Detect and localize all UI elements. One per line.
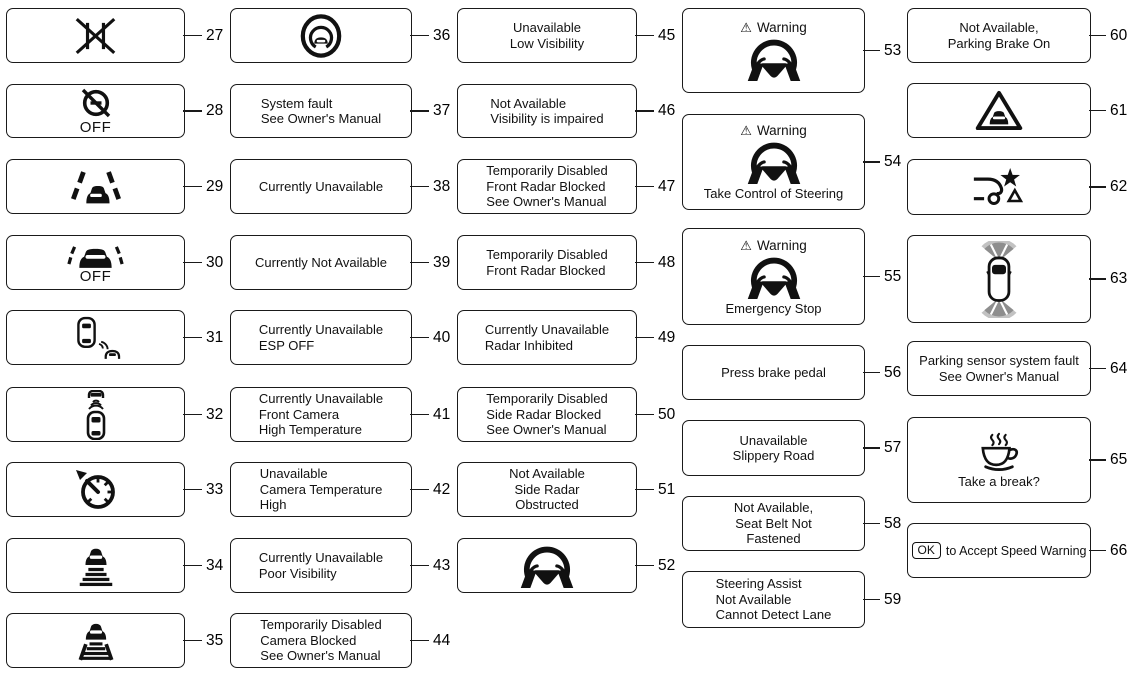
callout-number: 36: [433, 26, 451, 44]
callout-line: [183, 565, 202, 567]
callout-number: 62: [1110, 178, 1128, 195]
message-line: Steering Assist: [715, 576, 802, 592]
road-car-icon: [72, 619, 120, 662]
message-text: [486, 163, 607, 210]
message-line: Front Radar Blocked: [486, 178, 606, 194]
icon-caption: Take a break?: [958, 473, 1040, 489]
callout-number: 32: [206, 405, 224, 423]
message-line: Fastened: [746, 531, 801, 547]
callout-line: [1089, 110, 1106, 112]
message-line: Low Visibility: [509, 35, 585, 51]
car-triangle-icon: [974, 89, 1024, 132]
callout-line: [635, 565, 654, 567]
message-line: Unavailable: [259, 466, 328, 482]
collision-icon: [972, 167, 1026, 208]
message-box-52: [457, 538, 637, 593]
callout-number: 28: [206, 102, 224, 119]
callout-line: [183, 640, 202, 642]
message-text: [509, 466, 585, 513]
message-line: Camera Blocked: [260, 632, 357, 648]
message-line: Parking sensor system fault: [919, 353, 1079, 368]
steering-hands-icon: [743, 254, 805, 299]
message-line: Not Available: [509, 466, 585, 482]
callout-line: [863, 161, 880, 163]
callout-line: [1089, 550, 1106, 552]
callout-line: [635, 337, 654, 339]
callout-line: [183, 414, 202, 416]
callout-line: [635, 186, 654, 188]
callout-number: 40: [433, 328, 451, 346]
callout-line: [183, 262, 202, 264]
message-line: See Owner's Manual: [486, 194, 607, 210]
callout-number: 44: [433, 631, 451, 649]
callout-number: 30: [206, 253, 224, 271]
callout-line: [410, 186, 429, 188]
callout-number: 48: [658, 253, 676, 271]
callout-number: 51: [658, 480, 676, 498]
callout-number: 63: [1110, 270, 1128, 287]
message-line: See Owner's Manual: [938, 368, 1060, 384]
callout-number: 65: [1110, 451, 1128, 468]
message-box-41: [230, 387, 412, 442]
blind-spot-icon: [71, 316, 121, 360]
callout-number: 38: [433, 177, 451, 195]
ok-message: [912, 542, 1087, 559]
warning-triangle-icon: ⚠: [740, 237, 752, 253]
message-line: Slippery Road: [732, 448, 815, 463]
message-box-57: [682, 420, 865, 476]
callout-line: [183, 110, 202, 112]
message-line: Temporarily Disabled: [486, 163, 608, 179]
lane-keep-off-icon: [67, 241, 124, 269]
callout-number: 66: [1110, 541, 1128, 559]
message-text: [261, 96, 381, 127]
message-line: Temporarily Disabled: [260, 617, 382, 633]
message-box-58: [682, 496, 865, 551]
message-box-53: [682, 8, 865, 93]
crosswalk-car-icon: [74, 544, 118, 587]
callout-line: [635, 262, 654, 264]
message-text: [255, 255, 387, 271]
callout-line: [410, 640, 429, 642]
callout-line: [863, 599, 880, 601]
message-line: Cannot Detect Lane: [715, 607, 832, 623]
message-box-40: [230, 310, 412, 365]
message-text: [734, 500, 813, 547]
callout-line: [1089, 35, 1106, 37]
message-box-47: [457, 159, 637, 214]
message-box-51: [457, 462, 637, 517]
message-line: See Owner's Manual: [260, 111, 382, 126]
callout-number: 64: [1110, 359, 1128, 377]
callout-number: 57: [884, 439, 902, 456]
callout-number: 37: [433, 102, 451, 119]
message-line: Poor Visibility: [258, 565, 337, 581]
message-box-28: [6, 84, 185, 138]
message-text: [260, 466, 383, 513]
message-line: System fault: [260, 95, 333, 111]
message-box-35: [6, 613, 185, 668]
callout-number: 42: [433, 480, 451, 498]
callout-line: [410, 337, 429, 339]
message-box-49: [457, 310, 637, 365]
message-box-33: [6, 462, 185, 517]
callout-number: 27: [206, 26, 224, 44]
callout-number: 52: [658, 556, 676, 574]
message-line: Seat Belt Not: [735, 515, 812, 531]
message-text: [948, 20, 1051, 51]
mute-cross-icon: [73, 17, 118, 55]
rear-sensor-icon: [79, 390, 113, 440]
callout-number: 53: [884, 41, 902, 59]
message-text: [510, 20, 584, 51]
message-box-42: [230, 462, 412, 517]
callout-number: 56: [884, 363, 902, 381]
icon-caption: Emergency Stop: [725, 300, 822, 316]
message-line: Currently Unavailable: [258, 391, 384, 407]
message-line: Not Available: [715, 591, 792, 607]
message-box-63: [907, 235, 1091, 323]
message-text: [716, 576, 832, 623]
callout-line: [1089, 186, 1106, 188]
message-text: [485, 322, 609, 353]
message-line: Currently Unavailable: [484, 322, 610, 337]
message-text: [259, 550, 383, 581]
message-box-29: [6, 159, 185, 214]
message-line: Parking Brake On: [947, 35, 1051, 51]
message-box-31: [6, 310, 185, 365]
callout-line: [183, 35, 202, 37]
callout-line: [863, 50, 880, 52]
warning-label: Warning: [756, 20, 807, 35]
callout-line: [635, 489, 654, 491]
callout-line: [410, 262, 429, 264]
message-box-27: [6, 8, 185, 63]
message-text: [259, 391, 383, 438]
message-box-34: [6, 538, 185, 593]
message-box-32: [6, 387, 185, 442]
warning-triangle-icon: ⚠: [740, 20, 752, 35]
callout-line: [183, 489, 202, 491]
message-box-38: [230, 159, 412, 214]
steering-hands-icon: [743, 139, 805, 184]
callout-number: 58: [884, 514, 902, 532]
message-box-60: [907, 8, 1091, 63]
message-box-56: [682, 345, 865, 400]
ok-button-icon: OK: [912, 542, 941, 559]
message-text: [486, 391, 607, 438]
message-line: Temporarily Disabled: [486, 247, 608, 262]
message-text: [490, 96, 603, 127]
message-line: ESP OFF: [258, 337, 315, 353]
callout-line: [635, 414, 654, 416]
message-text: [486, 247, 607, 278]
callout-number: 45: [658, 26, 676, 44]
coffee-icon: [974, 432, 1024, 472]
callout-line: [1089, 278, 1106, 280]
callout-line: [410, 414, 429, 416]
warning-triangle-icon: ⚠: [740, 123, 752, 138]
surround-sensor-icon: [298, 14, 344, 58]
message-line: Front Radar Blocked: [486, 262, 606, 278]
message-box-55: [682, 228, 865, 325]
callout-number: 54: [884, 153, 902, 170]
message-box-54: [682, 114, 865, 210]
callout-line: [1089, 368, 1106, 370]
callout-number: 49: [658, 328, 676, 346]
message-box-45: [457, 8, 637, 63]
message-box-30: [6, 235, 185, 290]
message-box-43: [230, 538, 412, 593]
callout-number: 34: [206, 556, 224, 574]
message-line: See Owner's Manual: [486, 422, 607, 438]
warning-header: [740, 238, 806, 253]
callout-number: 50: [658, 405, 676, 423]
callout-line: [863, 276, 880, 278]
message-box-64: [907, 341, 1091, 396]
callout-line: [635, 35, 654, 37]
callout-line: [410, 489, 429, 491]
message-box-44: [230, 613, 412, 668]
message-line: High Temperature: [258, 422, 362, 438]
message-line: Currently Unavailable: [258, 178, 384, 194]
message-line: Obstructed: [515, 497, 579, 513]
message-text: [259, 179, 383, 195]
callout-line: [410, 110, 429, 112]
message-line: Camera Temperature: [259, 481, 383, 497]
message-box-62: [907, 159, 1091, 215]
warning-label: Warning: [756, 237, 807, 253]
callout-number: 41: [433, 405, 451, 423]
message-box-48: [457, 235, 637, 290]
callout-line: [410, 565, 429, 567]
message-line: See Owner's Manual: [260, 648, 381, 664]
message-box-36: [230, 8, 412, 63]
warning-header: [740, 123, 806, 138]
message-line: Not Available: [490, 95, 567, 111]
callout-number: 33: [206, 480, 224, 498]
message-line: High: [259, 497, 287, 513]
callout-number: 47: [658, 177, 676, 195]
speed-assist-icon: [73, 469, 119, 511]
message-box-59: [682, 571, 865, 628]
callout-number: 61: [1110, 101, 1128, 119]
callout-number: 59: [884, 590, 902, 608]
message-line: Side Radar: [514, 481, 580, 497]
callout-line: [863, 447, 880, 449]
ok-message-text: to Accept Speed Warning: [945, 543, 1087, 558]
steering-hands-icon: [516, 543, 578, 588]
callout-number: 55: [884, 267, 902, 285]
message-line: Visibility is impaired: [490, 111, 604, 126]
callout-line: [863, 523, 880, 525]
message-line: Unavailable: [513, 20, 581, 35]
message-text: [733, 433, 815, 464]
message-line: Currently Unavailable: [258, 550, 384, 565]
icon-caption: OFF: [79, 118, 112, 136]
message-box-46: [457, 84, 637, 138]
message-text: [919, 353, 1079, 384]
callout-number: 35: [206, 631, 224, 649]
callout-line: [410, 35, 429, 37]
callout-line: [183, 337, 202, 339]
icon-caption: Take Control of Steering: [703, 186, 844, 201]
message-line: Unavailable: [739, 432, 808, 448]
assist-off-icon: [76, 88, 116, 120]
callout-line: [863, 372, 880, 374]
message-box-37: [230, 84, 412, 138]
warning-label: Warning: [756, 123, 807, 138]
message-text: [721, 365, 826, 381]
message-box-39: [230, 235, 412, 290]
icon-caption: OFF: [79, 268, 112, 285]
callout-line: [183, 186, 202, 188]
message-line: Radar Inhibited: [484, 337, 574, 353]
message-box-65: [907, 417, 1091, 503]
message-line: Not Available,: [733, 500, 814, 516]
message-line: Currently Not Available: [255, 254, 387, 270]
steering-hands-icon: [743, 36, 805, 81]
callout-number: 43: [433, 556, 451, 574]
message-line: Front Camera: [258, 406, 340, 422]
callout-line: [635, 110, 654, 112]
message-line: Temporarily Disabled: [486, 391, 608, 407]
message-line: Press brake pedal: [721, 364, 826, 380]
warning-header: [740, 20, 806, 35]
lane-keep-icon: [67, 169, 125, 205]
parking-zone-icon: [971, 241, 1027, 318]
message-line: Side Radar Blocked: [486, 406, 602, 422]
callout-number: 60: [1110, 26, 1128, 44]
message-box-50: [457, 387, 637, 442]
callout-number: 31: [206, 328, 224, 346]
callout-line: [1089, 459, 1106, 461]
message-text: [260, 617, 381, 664]
message-box-66: [907, 523, 1091, 578]
message-box-61: [907, 83, 1091, 138]
callout-number: 39: [433, 253, 451, 271]
message-line: Currently Unavailable: [258, 322, 384, 337]
message-text: [259, 322, 383, 353]
callout-number: 46: [658, 102, 676, 119]
message-line: Not Available,: [959, 20, 1039, 35]
callout-number: 29: [206, 177, 224, 195]
